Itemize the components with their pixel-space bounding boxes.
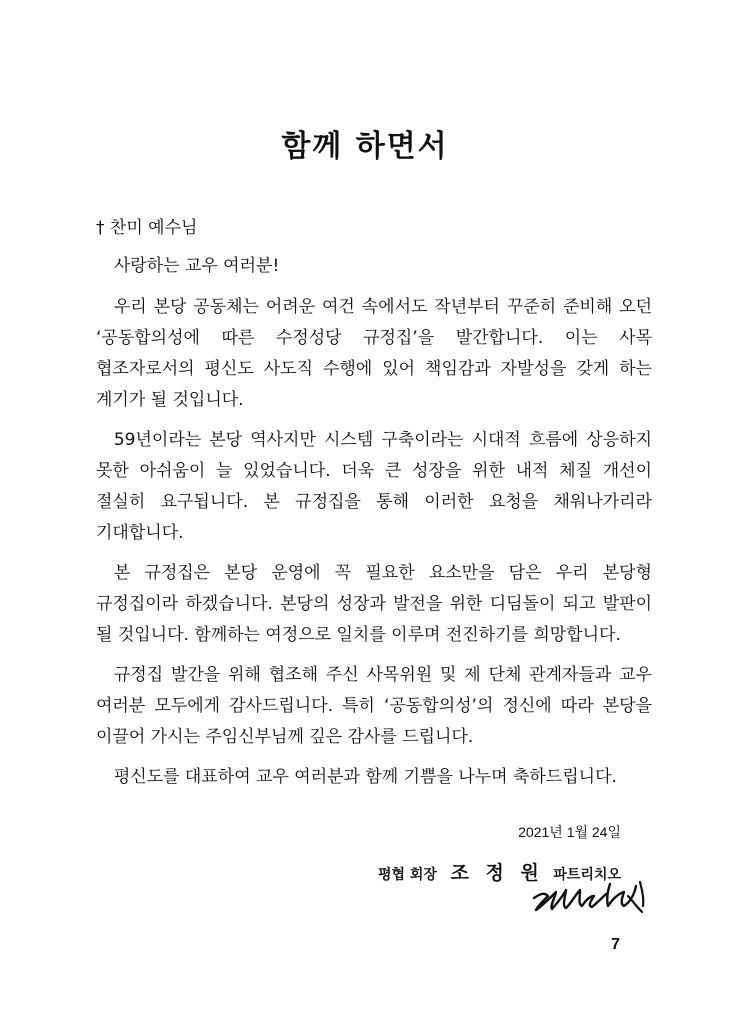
handwritten-signature [528, 876, 648, 916]
salutation: 사랑하는 교우 여러분! [113, 256, 280, 276]
page-title: 함께 하면서 [281, 129, 449, 165]
signer-baptismal-name: 파트리치오 [553, 867, 621, 883]
greeting: † 찬미 예수님 [96, 218, 198, 238]
letter-date: 2021년 1월 24일 [518, 824, 621, 840]
paragraph-1: 우리 본당 공동체는 어려운 여건 속에서도 작년부터 꾸준히 준비해 오던 ‘공동합의성에 따른 수정성당 규정집’을 발간합니다. 이는 사목 협조자로서의 평신도 사도직 수행에 있어 책임감과 자발성을 갖게 하는 계기가 될 것입니다. [96, 297, 652, 410]
signer-name: 조 정 원 [450, 862, 544, 884]
letter-body [96, 216, 652, 793]
signer-role: 평협 회장 [377, 867, 437, 883]
paragraph-3: 본 규정집은 본당 운영에 꼭 필요한 요소만을 담은 우리 본당형 규정집이라 하겠습니다. 본당의 성장과 발전을 위한 디딤돌이 되고 발판이 될 것입니다. 함께하는 여정으로 일치를 이루며 전진하기를 희망합니다. [96, 563, 652, 645]
paragraph-4: 규정집 발간을 위해 협조해 주신 사목위원 및 제 단체 관계자들과 교우 여러분 모두에게 감사드립니다. 특히 ‘공동합의성’의 정신에 따라 본당을 이끌어 가시는 주임신부님께 깊은 감사를 드립니다. [96, 665, 652, 747]
page-number: 7 [611, 936, 620, 953]
paragraph-2: 59년이라는 본당 역사지만 시스템 구축이라는 시대적 흐름에 상응하지 못한 아쉬움이 늘 있었습니다. 더욱 큰 성장을 위한 내적 체질 개선이 절실히 요구됩니다. 본 규정집을 통해 이러한 요청을 채워나가리라 기대합니다. [96, 430, 652, 543]
paragraph-5: 평신도를 대표하여 교우 여러분과 함께 기쁨을 나누며 축하드립니다. [113, 767, 617, 787]
